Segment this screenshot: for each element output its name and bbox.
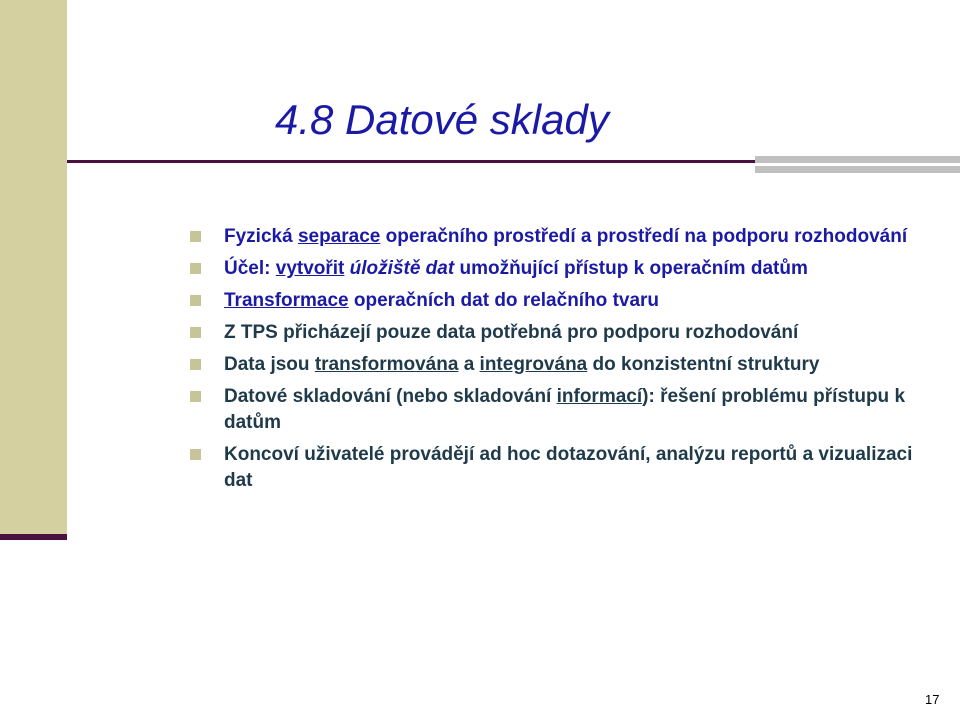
bullet-item (190, 320, 930, 346)
title-accent-bar (755, 156, 960, 163)
side-decoration-band (0, 0, 67, 540)
text-run-underlined: Transformace (224, 290, 349, 311)
bullet-text (224, 322, 798, 343)
bullet-text (224, 386, 905, 433)
text-run: Z TPS přicházejí pouze data potřebná pro podporu rozhodování (224, 322, 799, 343)
text-run: do konzistentní struktury (587, 354, 820, 375)
bullet-item (190, 256, 930, 282)
text-run-underlined: separace (297, 226, 381, 247)
text-run: Datové skladování (nebo skladování (224, 386, 557, 407)
title-accent-bar-lower (755, 166, 960, 173)
text-run-italic: úložiště dat (349, 258, 455, 279)
bullet-text (224, 226, 907, 247)
bullet-item (190, 384, 930, 436)
text-run: a (458, 354, 480, 375)
bullet-item (190, 224, 930, 250)
bullet-square-icon (190, 359, 201, 370)
text-run-underlined: informací (556, 386, 643, 407)
bullet-square-icon (190, 231, 201, 242)
bullet-text (224, 290, 659, 311)
text-run: Koncoví uživatelé provádějí ad hoc dotazování, analýzu reportů a vizualizaci dat (224, 444, 913, 491)
text-run-underlined: integrována (479, 354, 588, 375)
text-run-underlined: vytvořit (275, 258, 345, 279)
text-run: operačních dat do relačního tvaru (348, 290, 660, 311)
text-run: Fyzická (224, 226, 298, 247)
bullet-item (190, 288, 930, 314)
bullet-text (224, 444, 912, 491)
text-run: Účel: (224, 258, 276, 279)
text-run: Data jsou (224, 354, 315, 375)
bullet-item (190, 442, 930, 494)
slide-title: 4.8 Datové sklady (275, 96, 609, 143)
bullet-list (190, 224, 930, 500)
bullet-text (224, 354, 820, 375)
side-decoration-bottom-rule (0, 534, 67, 540)
text-run: ): řešení problému přístupu k datům (224, 386, 906, 433)
bullet-square-icon (190, 263, 201, 274)
bullet-square-icon (190, 449, 201, 460)
bullet-item (190, 352, 930, 378)
page-number: 17 (925, 692, 940, 707)
text-run-underlined: transformována (314, 354, 459, 375)
text-run: umožňující přístup k operačním datům (454, 258, 808, 279)
text-run: operačního prostředí a prostředí na podporu rozhodování (380, 226, 908, 247)
bullet-square-icon (190, 391, 201, 402)
bullet-text (224, 258, 808, 279)
bullet-square-icon (190, 295, 201, 306)
bullet-square-icon (190, 327, 201, 338)
